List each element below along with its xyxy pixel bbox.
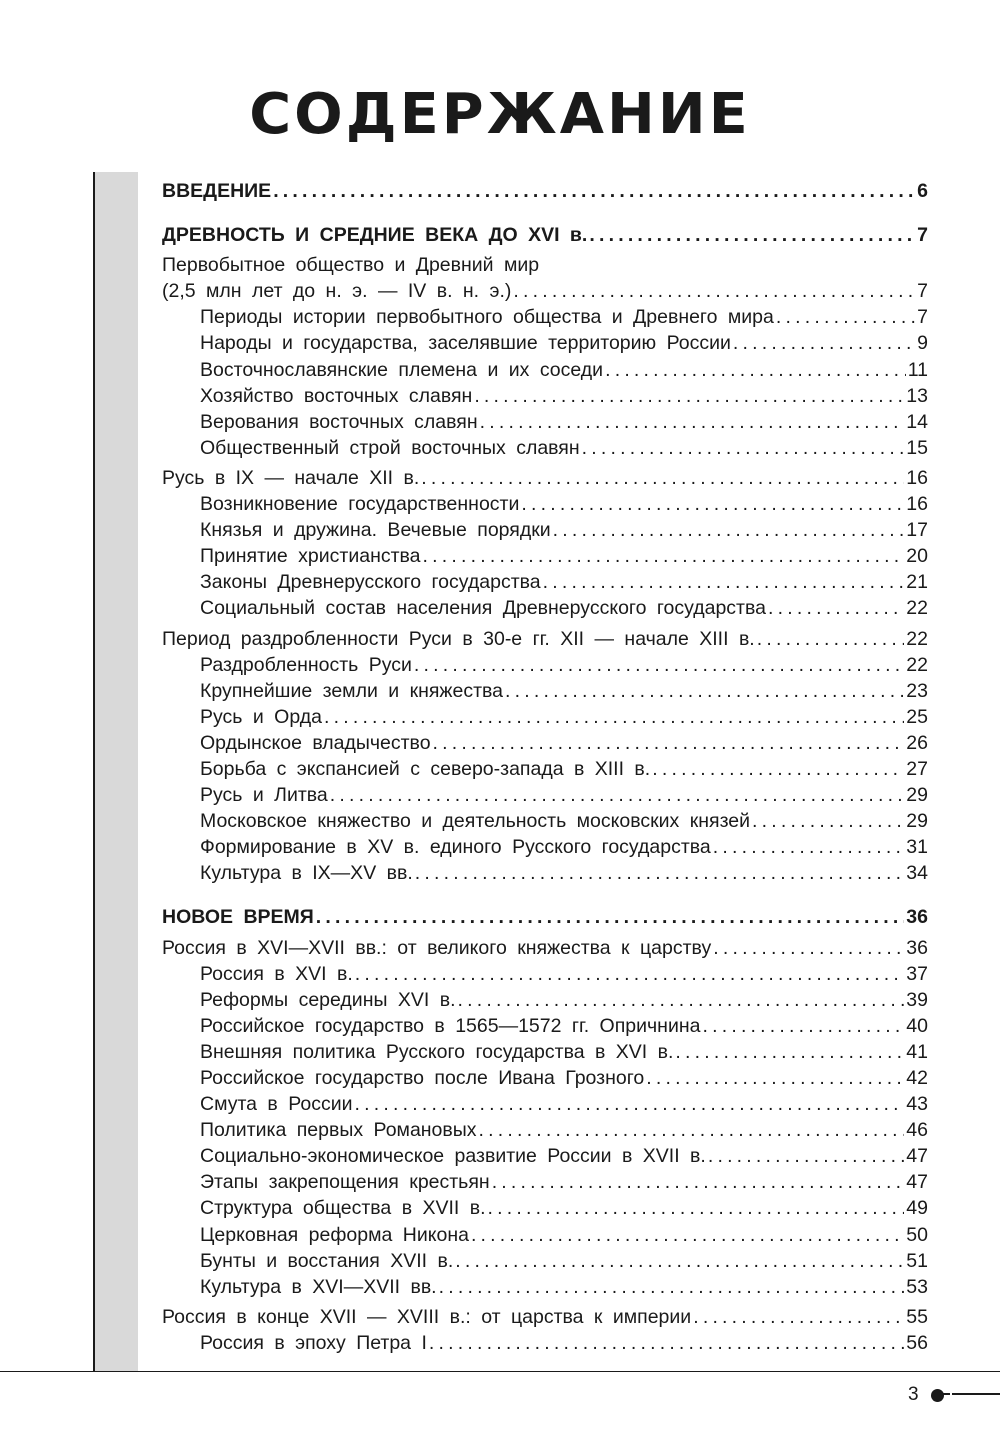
toc-entry-title: Общественный строй восточных славян bbox=[200, 436, 580, 459]
toc-entry-page: 50 bbox=[906, 1223, 928, 1246]
page-title: СОДЕРЖАНИЕ bbox=[249, 82, 751, 147]
toc-entry-title: Социальный состав населения Древнерусского государства bbox=[200, 597, 766, 620]
toc-entry-page: 21 bbox=[906, 571, 928, 594]
toc-chapter-russia-17-18[interactable] bbox=[162, 1304, 928, 1330]
dot-leader bbox=[708, 1143, 904, 1169]
toc-item[interactable] bbox=[162, 987, 928, 1013]
toc-item[interactable] bbox=[162, 860, 928, 886]
toc-item[interactable] bbox=[162, 834, 928, 860]
toc-entry-title: Периоды истории первобытного общества и Древнего мира bbox=[200, 306, 774, 329]
toc-item[interactable] bbox=[162, 1117, 928, 1143]
dot-leader bbox=[652, 756, 904, 782]
toc-entry-page: 55 bbox=[906, 1305, 928, 1328]
toc-section-intro[interactable] bbox=[162, 178, 928, 204]
toc-item[interactable] bbox=[162, 517, 928, 543]
toc-entry-page: 47 bbox=[906, 1171, 928, 1194]
dot-leader bbox=[414, 652, 904, 678]
footer-rule bbox=[0, 1371, 1000, 1372]
toc-entry-title: Культура в XVI—XVII вв. bbox=[200, 1275, 437, 1298]
toc-entry-page: 31 bbox=[906, 836, 928, 859]
toc-item[interactable] bbox=[162, 782, 928, 808]
toc-chapter-title-line1[interactable] bbox=[162, 252, 928, 278]
dot-leader bbox=[752, 808, 904, 834]
toc-entry-page: 20 bbox=[906, 545, 928, 568]
toc-entry-page: 15 bbox=[906, 436, 928, 459]
toc-item[interactable] bbox=[162, 1195, 928, 1221]
dot-leader bbox=[605, 357, 906, 383]
toc-entry-title: Раздробленность Руси bbox=[200, 653, 412, 676]
toc-entry-title: Политика первых Романовых bbox=[200, 1119, 477, 1142]
dot-leader bbox=[474, 383, 904, 409]
toc-entry-page: 46 bbox=[906, 1119, 928, 1142]
toc-item[interactable] bbox=[162, 357, 928, 383]
toc-item[interactable] bbox=[162, 1065, 928, 1091]
toc-entry-page: 40 bbox=[906, 1014, 928, 1037]
toc-entry-title: Ордынское владычество bbox=[200, 731, 431, 754]
dot-leader bbox=[480, 409, 905, 435]
toc-item[interactable] bbox=[162, 569, 928, 595]
dot-leader bbox=[553, 517, 905, 543]
page-marker-dot-icon bbox=[931, 1389, 944, 1402]
toc-chapter-fragmentation[interactable] bbox=[162, 626, 928, 652]
toc-entry-title: Принятие христианства bbox=[200, 545, 421, 568]
dot-leader bbox=[273, 178, 915, 204]
toc-entry-title: Россия в эпоху Петра I bbox=[200, 1331, 427, 1354]
toc-entry-title: Структура общества в XVII в. bbox=[200, 1197, 486, 1220]
toc-item[interactable] bbox=[162, 756, 928, 782]
dot-leader bbox=[316, 904, 905, 930]
toc-entry-title: Крупнейшие земли и княжества bbox=[200, 679, 503, 702]
dot-leader bbox=[433, 730, 905, 756]
toc-entry-page: 36 bbox=[906, 906, 928, 929]
dot-leader bbox=[355, 961, 905, 987]
toc-item[interactable] bbox=[162, 730, 928, 756]
toc-entry-title: ДРЕВНОСТЬ И СРЕДНИЕ ВЕКА ДО XVI в. bbox=[162, 224, 588, 247]
dot-leader bbox=[429, 1330, 904, 1356]
dot-leader bbox=[757, 626, 905, 652]
page-number: 3 bbox=[908, 1384, 919, 1405]
toc-entry-title: Русь и Литва bbox=[200, 784, 328, 807]
dot-leader bbox=[324, 704, 904, 730]
dot-leader bbox=[439, 1274, 905, 1300]
toc-entry-title: Российское государство после Ивана Грозного bbox=[200, 1067, 645, 1089]
toc-entry-page: 27 bbox=[906, 757, 928, 780]
toc-entry-page: 26 bbox=[906, 731, 928, 754]
toc-entry-page: 43 bbox=[906, 1093, 928, 1116]
toc-section-ancient[interactable] bbox=[162, 222, 928, 248]
dot-leader bbox=[458, 987, 905, 1013]
toc-item[interactable] bbox=[162, 1274, 928, 1300]
toc-entry-page: 29 bbox=[906, 810, 928, 833]
toc-item[interactable] bbox=[162, 1013, 928, 1039]
toc-entry-page: 51 bbox=[906, 1249, 928, 1272]
toc-entry-page: 7 bbox=[917, 224, 928, 247]
toc-entry-title: Культура в IX—XV вв. bbox=[200, 862, 413, 885]
dot-leader bbox=[702, 1013, 904, 1039]
dot-leader bbox=[582, 435, 905, 461]
toc-entry-title: Внешняя политика Русского государства в XVI в. bbox=[200, 1040, 674, 1063]
toc-item[interactable] bbox=[162, 1330, 928, 1356]
toc-entry-title: Российское государство в 1565—1572 гг. Опричнина bbox=[200, 1014, 701, 1037]
toc-entry-title: Этапы закрепощения крестьян bbox=[200, 1171, 490, 1194]
toc-entry-title: Возникновение государственности bbox=[200, 493, 520, 516]
toc-item[interactable] bbox=[162, 330, 928, 356]
toc-entry-page: 23 bbox=[906, 679, 928, 702]
toc-item[interactable] bbox=[162, 1039, 928, 1065]
toc-entry-page: 14 bbox=[906, 410, 928, 433]
toc-item[interactable] bbox=[162, 543, 928, 569]
toc-item[interactable] bbox=[162, 435, 928, 461]
toc-entry-title: Россия в конце XVII — XVIII в.: от царства к империи bbox=[162, 1305, 692, 1328]
toc-entry-title: Смута в России bbox=[200, 1093, 353, 1116]
toc-chapter-russia-16-17[interactable] bbox=[162, 935, 928, 961]
toc-entry-page: 9 bbox=[917, 332, 928, 355]
toc-entry-title: Русь в IX — начале XII в. bbox=[162, 466, 420, 489]
toc-entry-page: 7 bbox=[917, 306, 928, 329]
toc-entry-page: 56 bbox=[906, 1331, 928, 1354]
toc-item[interactable] bbox=[162, 1169, 928, 1195]
toc-item[interactable] bbox=[162, 652, 928, 678]
toc-entry-page: 13 bbox=[906, 384, 928, 407]
toc-entry-title: Восточнославянские племена и их соседи bbox=[200, 358, 604, 381]
toc-item[interactable] bbox=[162, 409, 928, 435]
toc-entry-title: Формирование в XV в. единого Русского государства bbox=[200, 836, 711, 859]
toc-entry-title: Период раздробленности Руси в 30-е гг. XII — начале XIII в. bbox=[162, 627, 755, 650]
toc-item[interactable] bbox=[162, 595, 928, 621]
toc-entry-page: 7 bbox=[917, 280, 928, 303]
toc-entry-page: 6 bbox=[917, 180, 928, 202]
toc-chapter-rus[interactable] bbox=[162, 465, 928, 491]
margin-gray-bar bbox=[93, 172, 138, 1372]
toc-entry-page: 42 bbox=[906, 1067, 928, 1089]
dot-leader bbox=[543, 569, 905, 595]
dot-leader bbox=[733, 330, 915, 356]
toc-entry-page: 53 bbox=[906, 1275, 928, 1298]
toc-entry-title: Верования восточных славян bbox=[200, 410, 478, 433]
dot-leader bbox=[505, 678, 904, 704]
dot-leader bbox=[589, 222, 915, 248]
toc-entry-page: 29 bbox=[906, 784, 928, 807]
toc-entry-title: Борьба с экспансией с северо-запада в XIII в. bbox=[200, 757, 651, 780]
dot-leader bbox=[488, 1195, 905, 1221]
toc-entry-title: Князья и дружина. Вечевые порядки bbox=[200, 519, 551, 542]
margin-vertical-rule bbox=[93, 172, 95, 1372]
toc-item[interactable] bbox=[162, 808, 928, 834]
dot-leader bbox=[455, 1248, 904, 1274]
toc-entry-page: 37 bbox=[906, 962, 928, 985]
dot-leader bbox=[776, 304, 915, 330]
toc-entry-page: 16 bbox=[906, 493, 928, 516]
toc-entry-page: 22 bbox=[906, 597, 928, 620]
toc-entry-page: 17 bbox=[906, 519, 928, 542]
toc-entry-title: (2,5 млн лет до н. э. — IV в. н. э.) bbox=[162, 280, 512, 303]
dot-leader bbox=[646, 1065, 904, 1091]
toc-entry-title: ВВЕДЕНИЕ bbox=[162, 180, 272, 202]
toc-entry-page: 41 bbox=[906, 1040, 928, 1063]
toc-entry-page: 34 bbox=[906, 862, 928, 885]
toc-entry-title: Церковная реформа Никона bbox=[200, 1223, 469, 1246]
dot-leader bbox=[355, 1091, 905, 1117]
toc-entry-title: Первобытное общество и Древний мир bbox=[162, 254, 540, 277]
toc-item[interactable] bbox=[162, 1091, 928, 1117]
toc-entry-page: 36 bbox=[906, 936, 928, 959]
toc-entry-title: Народы и государства, заселявшие территорию России bbox=[200, 332, 731, 355]
toc-section-modern[interactable] bbox=[162, 904, 928, 930]
toc-entry-page: 16 bbox=[906, 466, 928, 489]
dot-leader bbox=[471, 1222, 904, 1248]
toc-entry-title: НОВОЕ ВРЕМЯ bbox=[162, 906, 314, 929]
toc-item[interactable] bbox=[162, 491, 928, 517]
dot-leader bbox=[713, 834, 905, 860]
toc-entry-title: Россия в XVI—XVII вв.: от великого княжества к царству bbox=[162, 936, 712, 959]
toc-entry-title: Московское княжество и деятельность московских князей bbox=[200, 810, 751, 833]
dot-leader bbox=[513, 278, 915, 304]
toc-entry-page: 11 bbox=[907, 358, 928, 381]
toc-entry-title: Социально-экономическое развитие России в XVII в. bbox=[200, 1145, 706, 1168]
toc-entry-page: 39 bbox=[906, 988, 928, 1011]
toc-entry-page: 25 bbox=[906, 705, 928, 728]
page-footer bbox=[908, 1380, 944, 1410]
page-marker-line bbox=[952, 1393, 1000, 1395]
toc-entry-page: 22 bbox=[906, 653, 928, 676]
dot-leader bbox=[479, 1117, 905, 1143]
dot-leader bbox=[421, 465, 904, 491]
toc-item[interactable] bbox=[162, 304, 928, 330]
toc-entry-page: 47 bbox=[906, 1145, 928, 1168]
toc-chapter-primitive[interactable] bbox=[162, 278, 928, 304]
toc-item[interactable] bbox=[162, 383, 928, 409]
dot-leader bbox=[423, 543, 905, 569]
dot-leader bbox=[768, 595, 904, 621]
toc-item[interactable] bbox=[162, 961, 928, 987]
dot-leader bbox=[693, 1304, 904, 1330]
toc-item[interactable] bbox=[162, 678, 928, 704]
toc-entry-title: Бунты и восстания XVII в. bbox=[200, 1249, 454, 1272]
dot-leader bbox=[492, 1169, 905, 1195]
table-of-contents bbox=[162, 178, 928, 1356]
toc-item[interactable] bbox=[162, 704, 928, 730]
toc-entry-title: Хозяйство восточных славян bbox=[200, 384, 473, 407]
dot-leader bbox=[713, 935, 904, 961]
toc-entry-page: 22 bbox=[906, 627, 928, 650]
toc-entry-title: Русь и Орда bbox=[200, 705, 322, 728]
dot-leader bbox=[521, 491, 904, 517]
toc-entry-page: 49 bbox=[906, 1197, 928, 1220]
dot-leader bbox=[675, 1039, 904, 1065]
toc-item[interactable] bbox=[162, 1222, 928, 1248]
toc-entry-title: Законы Древнерусского государства bbox=[200, 571, 541, 594]
dot-leader bbox=[330, 782, 905, 808]
toc-entry-title: Россия в XVI в. bbox=[200, 962, 353, 985]
toc-item[interactable] bbox=[162, 1143, 928, 1169]
dot-leader bbox=[415, 860, 905, 886]
toc-entry-title: Реформы середины XVI в. bbox=[200, 988, 456, 1011]
toc-item[interactable] bbox=[162, 1248, 928, 1274]
